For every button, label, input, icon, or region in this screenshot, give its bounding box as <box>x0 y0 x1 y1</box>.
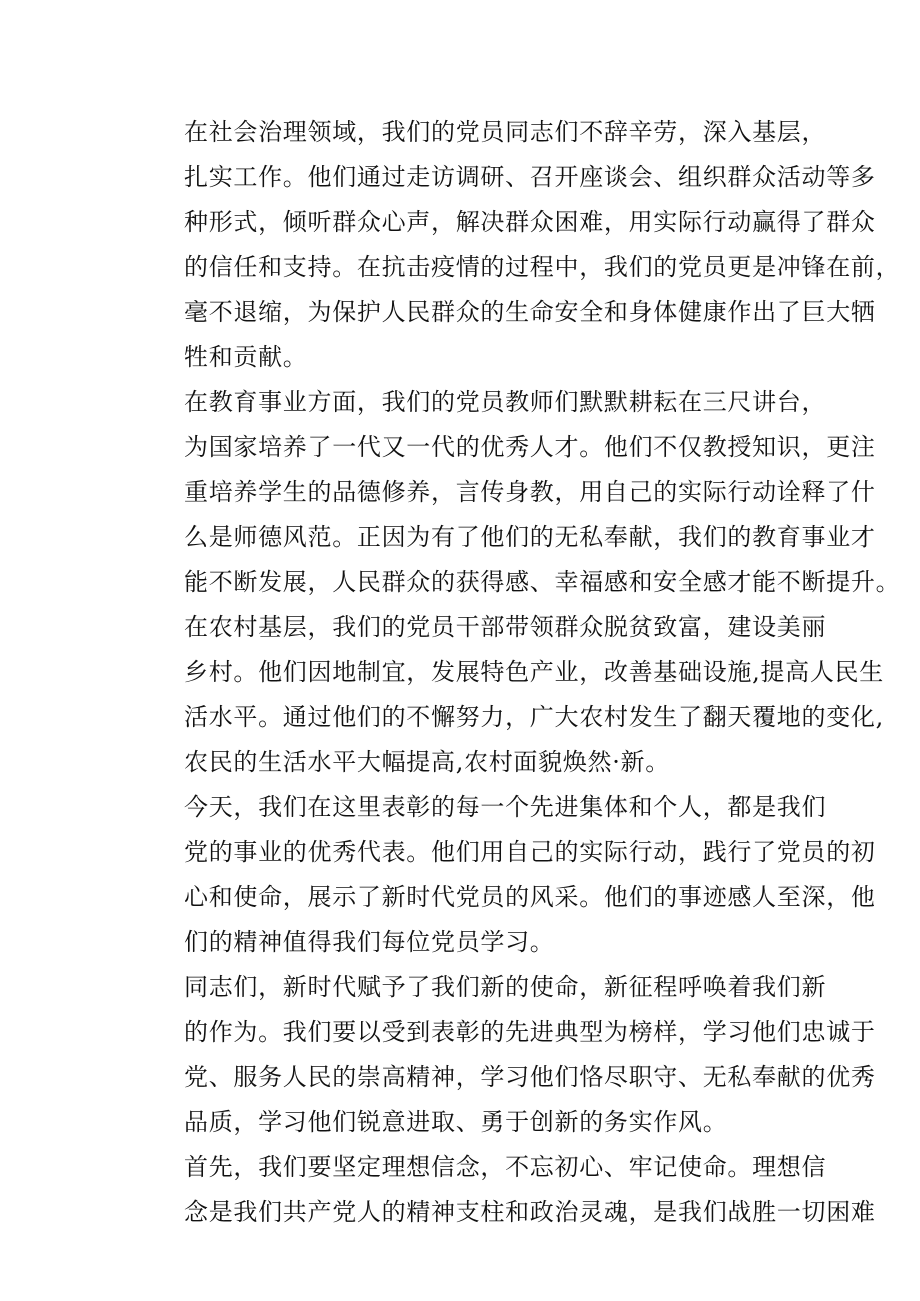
text-line: 毫不退缩，为保护人民群众的生命安全和身体健康作出了巨大牺 <box>184 298 876 326</box>
text-line: 活水平。通过他们的不懈努力，广大农村发生了翻天覆地的变化, <box>184 703 884 731</box>
text-line: 乡村。他们因地制宜，发展特色产业，改善基础设施,提高人民生 <box>184 658 884 686</box>
text-line: 念是我们共产党人的精神支柱和政治灵魂，是我们战胜一切困难 <box>184 1198 876 1226</box>
text-line: 牲和贡献。 <box>184 343 308 371</box>
text-line: 党的事业的优秀代表。他们用自己的实际行动，践行了党员的初 <box>184 838 876 866</box>
text-line: 在教育事业方面，我们的党员教师们默默耕耘在三尺讲台， <box>184 388 827 416</box>
text-line: 为国家培养了一代又一代的优秀人才。他们不仅教授知识，更注 <box>184 433 876 461</box>
text-line: 今天，我们在这里表彰的每一个先进集体和个人，都是我们 <box>184 793 827 821</box>
text-line: 心和使命，展示了新时代党员的风采。他们的事迹感人至深，他 <box>184 883 876 911</box>
paragraph-new-era <box>136 965 876 1145</box>
text-line: 首先，我们要坚定理想信念，不忘初心、牢记使命。理想信 <box>184 1153 827 1181</box>
text-line: 的信任和支持。在抗击疫情的过程中，我们的党员更是冲锋在前， <box>184 253 901 281</box>
document-body <box>136 110 901 1235</box>
text-line: 种形式，倾听群众心声，解决群众困难，用实际行动赢得了群众 <box>184 208 876 236</box>
paragraph-ideals <box>136 1145 876 1235</box>
text-line: 们的精神值得我们每位党员学习。 <box>184 928 555 956</box>
text-line: 能不断发展，人民群众的获得感、幸福感和安全感才能不断提升。 <box>184 568 901 596</box>
text-line: 在农村基层，我们的党员干部带领群众脱贫致富，建设美丽 <box>184 613 827 641</box>
text-line: 品质，学习他们锐意进取、勇于创新的务实作风。 <box>184 1108 728 1136</box>
text-line: 党、服务人民的崇高精神，学习他们恪尽职守、无私奉献的优秀 <box>184 1063 876 1091</box>
paragraph-social-governance <box>136 110 901 380</box>
text-line: 在社会治理领域，我们的党员同志们不辞辛劳，深入基层， <box>184 118 827 146</box>
text-line: 农民的生活水平大幅提高,农村面貌焕然·新。 <box>184 748 670 776</box>
text-line: 的作为。我们要以受到表彰的先进典型为榜样，学习他们忠诚于 <box>184 1018 876 1046</box>
text-line: 同志们，新时代赋予了我们新的使命，新征程呼唤着我们新 <box>184 973 827 1001</box>
text-line: 扎实工作。他们通过走访调研、召开座谈会、组织群众活动等多 <box>184 163 876 191</box>
text-line: 么是师德风范。正因为有了他们的无私奉献，我们的教育事业才 <box>184 523 876 551</box>
text-line: 重培养学生的品德修养，言传身教，用自己的实际行动诠释了什 <box>184 478 876 506</box>
paragraph-commendation <box>136 785 876 965</box>
paragraph-rural <box>136 605 884 785</box>
paragraph-education <box>136 380 901 605</box>
